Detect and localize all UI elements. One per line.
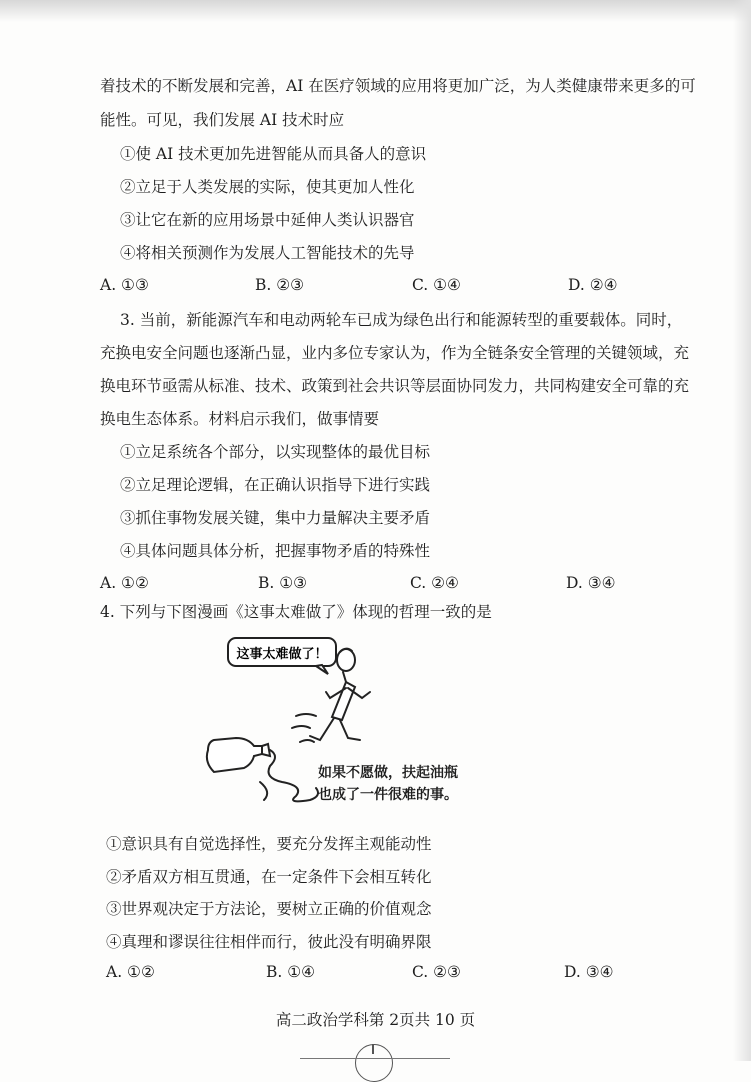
q3-stem-line-2: 充换电安全问题也逐渐凸显，业内多位专家认为，作为全链条安全管理的关键领域，充 (100, 344, 690, 362)
binding-hole-tick (372, 1044, 374, 1054)
scan-shadow-top (0, 0, 751, 22)
q4-item-3: ③世界观决定于方法论，要树立正确的价值观念 (106, 900, 432, 918)
q4-option-b: B. ①④ (266, 963, 316, 981)
q2-item-4: ④将相关预测作为发展人工智能技术的先导 (120, 244, 415, 262)
q2-item-3: ③让它在新的应用场景中延伸人类认识器官 (120, 211, 415, 229)
q2-option-b: B. ②③ (255, 276, 305, 294)
q4-option-d: D. ③④ (564, 963, 614, 981)
q4-stem: 4. 下列与下图漫画《这事太难做了》体现的哲理一致的是 (100, 603, 492, 621)
q2-item-2: ②立足于人类发展的实际，使其更加人性化 (120, 178, 415, 196)
q2-option-d: D. ②④ (568, 276, 618, 294)
q4-item-2: ②矛盾双方相互贯通，在一定条件下会相互转化 (106, 868, 432, 886)
cartoon-caption-line-2: 也成了一件很难的事。 (318, 787, 458, 803)
page-footer: 高二政治学科第 2页共 10 页 (275, 1011, 476, 1029)
q2-item-1: ①使 AI 技术更加先进智能从而具备人的意识 (120, 145, 427, 163)
binding-hole-mark (355, 1044, 393, 1082)
scan-shadow-right (733, 0, 751, 1061)
speech-bubble-text: 这事太难做了！ (236, 647, 328, 662)
q3-options (100, 574, 680, 594)
q3-option-d: D. ③④ (566, 574, 616, 592)
speech-bubble (228, 638, 336, 674)
q2-options (100, 276, 680, 296)
q2-option-c: C. ①④ (412, 276, 461, 294)
q2-stem-line-2: 能性。可见，我们发展 AI 技术时应 (100, 111, 345, 129)
tipped-oil-bottle (207, 738, 318, 801)
q3-item-2: ②立足理论逻辑，在正确认识指导下进行实践 (120, 476, 431, 494)
q4-item-4: ④真理和谬误往往相伴而行，彼此没有明确界限 (106, 933, 432, 951)
q4-item-1: ①意识具有自觉选择性，要充分发挥主观能动性 (106, 835, 432, 853)
q3-item-4: ④具体问题具体分析，把握事物矛盾的特殊性 (120, 542, 431, 560)
q3-stem-line-4: 换电生态体系。材料启示我们，做事情要 (100, 410, 380, 428)
q4-options (106, 963, 686, 983)
q3-option-c: C. ②④ (410, 574, 459, 592)
q2-stem-line-1: 着技术的不断发展和完善，AI 在医疗领域的应用将更加广泛，为人类健康带来更多的可 (100, 77, 696, 95)
cartoon-caption-line-1: 如果不愿做，扶起油瓶 (318, 765, 458, 781)
q2-option-a: A. ①③ (100, 276, 149, 294)
q3-item-1: ①立足系统各个部分，以实现整体的最优目标 (120, 443, 431, 461)
q3-stem-line-3: 换电环节亟需从标准、技术、政策到社会共识等层面协同发力，共同构建安全可靠的充 (100, 377, 690, 395)
footer-rule (300, 1058, 450, 1059)
q4-option-c: C. ②③ (412, 963, 461, 981)
q3-item-3: ③抓住事物发展关键，集中力量解决主要矛盾 (120, 509, 431, 527)
q4-option-a: A. ①② (106, 963, 155, 981)
q3-option-a: A. ①② (100, 574, 149, 592)
q3-stem-line-1: 3. 当前，新能源汽车和电动两轮车已成为绿色出行和能源转型的重要载体。同时， (120, 311, 683, 329)
q3-option-b: B. ①③ (258, 574, 308, 592)
